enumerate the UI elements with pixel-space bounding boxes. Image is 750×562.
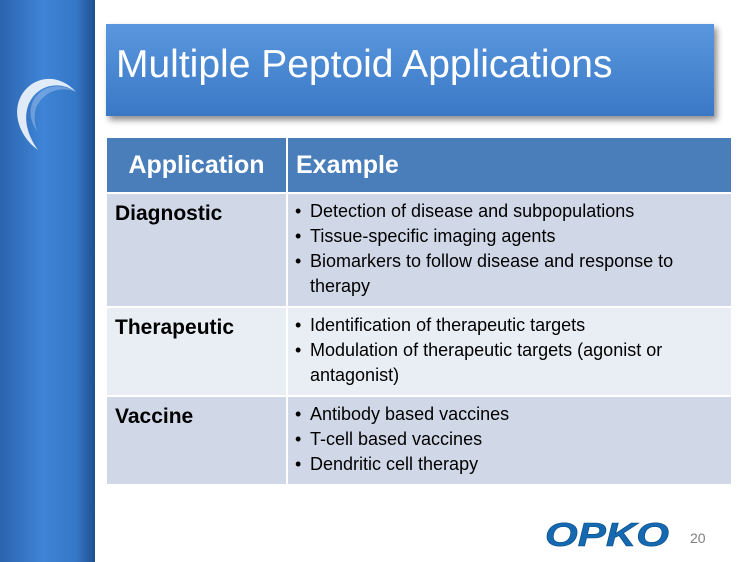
- examples-cell: [287, 396, 731, 484]
- list-item: • Antibody based vaccines: [295, 402, 723, 427]
- table-row: [107, 396, 731, 484]
- application-name: Diagnostic: [107, 193, 287, 307]
- list-item: • T-cell based vaccines: [295, 427, 723, 452]
- examples-list: [295, 199, 723, 299]
- table-row: [107, 193, 731, 307]
- slide-title: Multiple Peptoid Applications: [116, 43, 613, 86]
- list-item: • Detection of disease and subpopulations: [295, 199, 723, 224]
- examples-list: [295, 402, 723, 477]
- application-name: Vaccine: [107, 396, 287, 484]
- table-header-row: [107, 138, 731, 193]
- list-item: • Biomarkers to follow disease and response to therapy: [295, 249, 723, 299]
- applications-table: [107, 138, 731, 484]
- sidebar-decoration: [0, 0, 95, 562]
- list-item: • Identification of therapeutic targets: [295, 313, 723, 338]
- page-number: 20: [690, 530, 706, 546]
- swoosh-icon: [14, 62, 80, 154]
- list-item: • Modulation of therapeutic targets (agonist or antagonist): [295, 338, 723, 388]
- opko-logo: [543, 517, 673, 551]
- table-row: [107, 307, 731, 396]
- list-item: • Tissue-specific imaging agents: [295, 224, 723, 249]
- header-application: Application: [107, 138, 287, 193]
- examples-list: [295, 313, 723, 388]
- header-example: Example: [287, 138, 731, 193]
- list-item: • Dendritic cell therapy: [295, 452, 723, 477]
- title-banner: [106, 24, 714, 116]
- logo-wordmark: OPKO: [545, 517, 670, 551]
- examples-cell: [287, 193, 731, 307]
- application-name: Therapeutic: [107, 307, 287, 396]
- examples-cell: [287, 307, 731, 396]
